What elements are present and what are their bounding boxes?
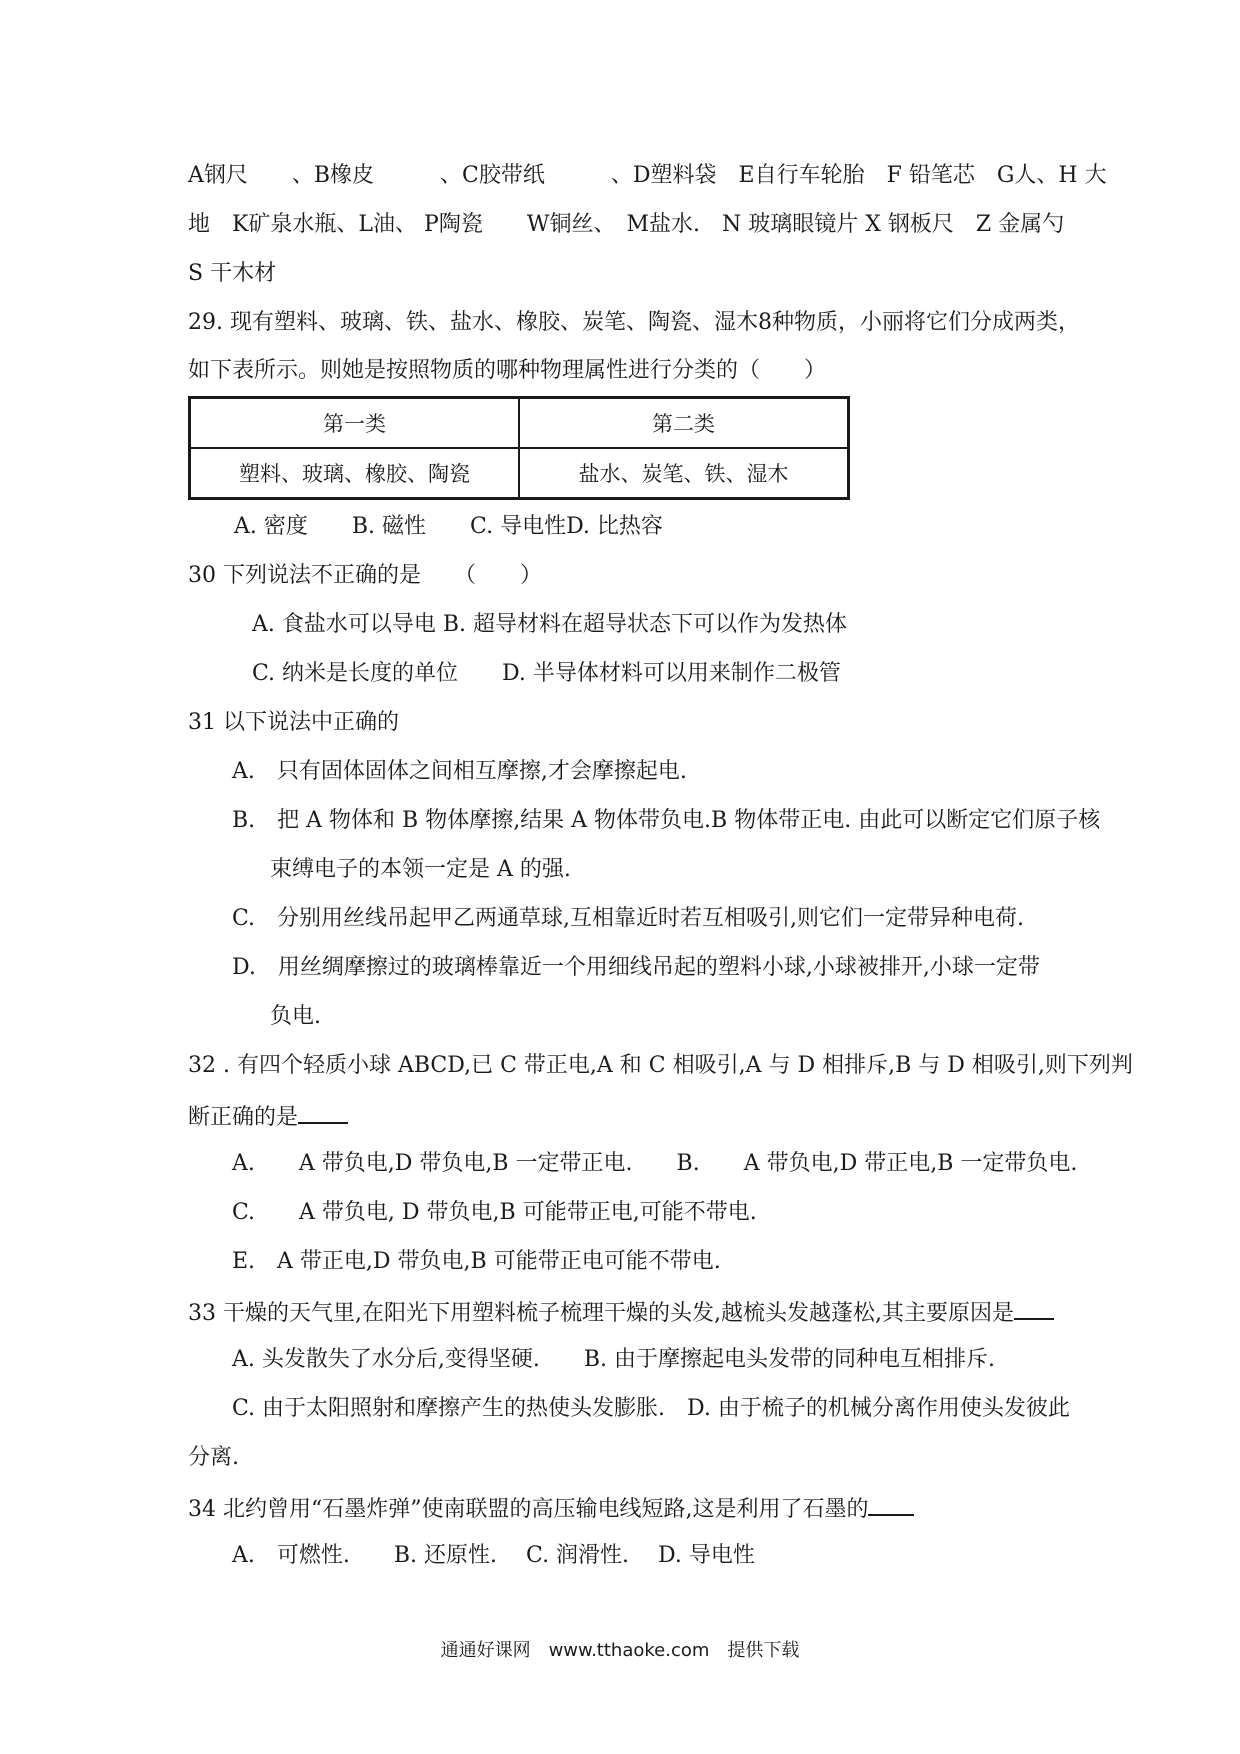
q34-options: A. 可燃性. B. 还原性. C. 润滑性. D. 导电性 xyxy=(232,1543,755,1568)
q33-stem xyxy=(188,1296,1054,1329)
materials-line-3: S 干木材 xyxy=(188,261,277,286)
q32-options-line-3: E. A 带正电,D 带负电,B 可能带正电可能不带电. xyxy=(232,1249,721,1274)
table-header-second-class: 第二类 xyxy=(519,398,849,449)
table-header-first-class: 第一类 xyxy=(190,398,520,449)
q29-stem-line-2: 如下表所示。则她是按照物质的哪种物理属性进行分类的（ ） xyxy=(188,358,827,383)
materials-line-1: A钢尺 、B橡皮 、C胶带纸 、D塑料袋 E自行车轮胎 F 铅笔芯 G人、H 大 xyxy=(188,163,1107,188)
q33-options-line-2: C. 由于太阳照射和摩擦产生的热使头发膨胀. D. 由于梳子的机械分离作用使头发彼此 xyxy=(232,1396,1070,1421)
q32-stem-line-2 xyxy=(188,1100,348,1133)
q32-options-line-1: A. A 带负电,D 带负电,B 一定带正电. B. A 带负电,D 带正电,B 一定带负电. xyxy=(232,1151,1078,1176)
page-footer: 通通好课网 www.tthaoke.com 提供下载 xyxy=(440,1640,800,1661)
q32-stem-text: 断正确的是 xyxy=(188,1105,299,1130)
q34-stem xyxy=(188,1492,914,1525)
q29-stem-line-1: 29. 现有塑料、玻璃、铁、盐水、橡胶、炭笔、陶瓷、湿木8种物质，小丽将它们分成两类， xyxy=(188,310,1080,335)
answer-blank xyxy=(1014,1296,1054,1320)
q30-options-line-1: A. 食盐水可以导电 B. 超导材料在超导状态下可以作为发热体 xyxy=(252,612,848,637)
q31-option-a: A. 只有固体固体之间相互摩擦,才会摩擦起电. xyxy=(232,759,687,784)
table-cell-second-class: 盐水、炭笔、铁、湿木 xyxy=(519,448,849,499)
table-cell-first-class: 塑料、玻璃、橡胶、陶瓷 xyxy=(190,448,520,499)
q33-options-line-3: 分离. xyxy=(188,1445,239,1470)
q31-option-b-line-1: B. 把 A 物体和 B 物体摩擦,结果 A 物体带负电.B 物体带正电. 由此可以断定它们原子核 xyxy=(232,808,1101,833)
answer-blank xyxy=(298,1100,348,1124)
materials-line-2: 地 K矿泉水瓶、L油、 P陶瓷 W铜丝、 M盐水. N 玻璃眼镜片 X 钢板尺 Z 金属勺 xyxy=(188,212,1065,237)
q31-option-d-line-1: D. 用丝绸摩擦过的玻璃棒靠近一个用细线吊起的塑料小球,小球被排开,小球一定带 xyxy=(232,955,1040,980)
answer-blank xyxy=(868,1492,914,1516)
q31-option-c: C. 分别用丝线吊起甲乙两通草球,互相靠近时若互相吸引,则它们一定带异种电荷. xyxy=(232,906,1025,931)
q33-stem-text: 33 干燥的天气里,在阳光下用塑料梳子梳理干燥的头发,越梳头发越蓬松,其主要原因是 xyxy=(188,1301,1014,1326)
classification-table xyxy=(188,396,850,500)
q30-options-line-2: C. 纳米是长度的单位 D. 半导体材料可以用来制作二极管 xyxy=(252,661,841,686)
q31-option-d-line-2: 负电. xyxy=(270,1004,321,1029)
q33-options-line-1: A. 头发散失了水分后,变得坚硬. B. 由于摩擦起电头发带的同种电互相排斥. xyxy=(232,1347,996,1372)
q31-stem: 31 以下说法中正确的 xyxy=(188,710,399,735)
q32-options-line-2: C. A 带负电, D 带负电,B 可能带正电,可能不带电. xyxy=(232,1200,757,1225)
q32-stem-line-1: 32 . 有四个轻质小球 ABCD,已 C 带正电,A 和 C 相吸引,A 与 D 相排斥,B 与 D 相吸引,则下列判 xyxy=(188,1053,1133,1078)
q34-stem-text: 34 北约曾用“石墨炸弹”使南联盟的高压输电线短路,这是利用了石墨的 xyxy=(188,1497,869,1522)
q29-options: A. 密度 B. 磁性 C. 导电性D. 比热容 xyxy=(234,514,663,539)
q30-stem: 30 下列说法不正确的是 （ ） xyxy=(188,563,542,588)
q31-option-b-line-2: 束缚电子的本领一定是 A 的强. xyxy=(270,857,571,882)
